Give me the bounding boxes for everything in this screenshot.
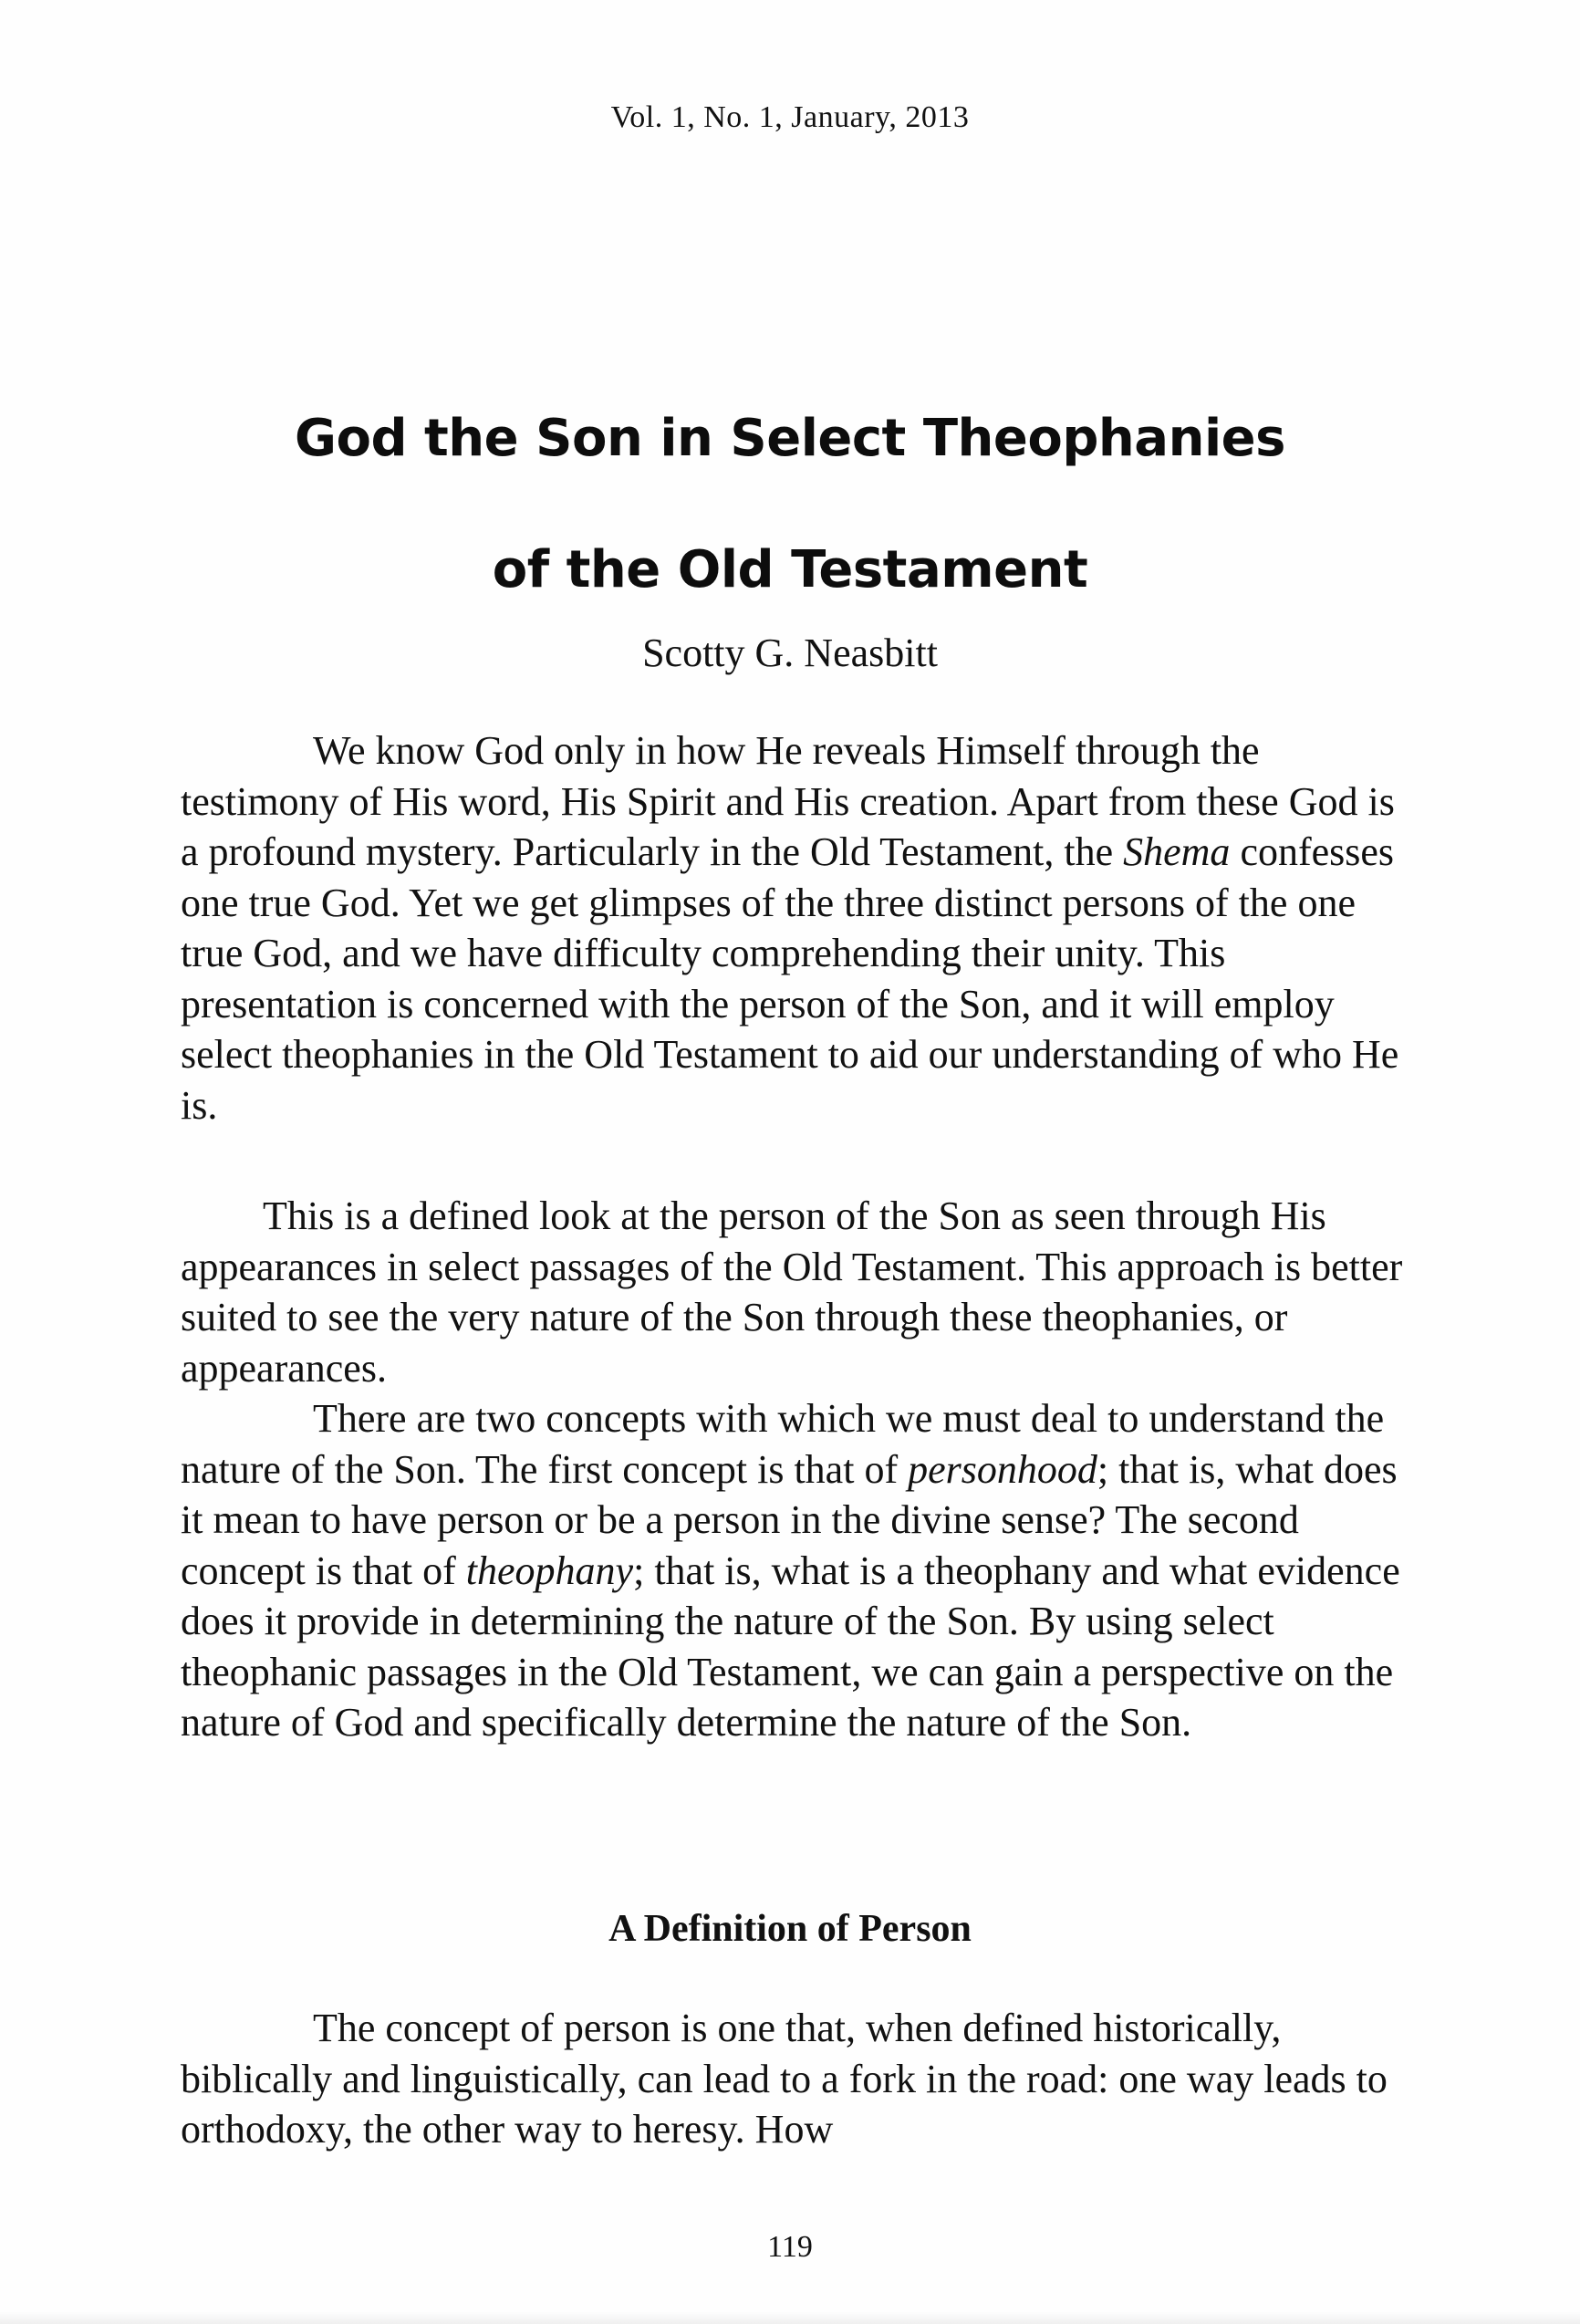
page-number: 119: [767, 2230, 813, 2264]
article-title-line-1: God the Son in Select Theophanies: [295, 409, 1285, 468]
section-heading: A Definition of Person: [608, 1908, 972, 1950]
paragraph-approach: This is a defined look at the person of the Son as seen through His appearances in select passages of the Old Testament. This approach is better suited to see the very nature of the Son through these theophanies, or appearances.: [181, 1193, 1403, 1391]
paragraph-concepts: [181, 1393, 1403, 1748]
term-theophany: theophany: [465, 1548, 634, 1593]
paragraph-concepts-text-c: ; that is, what is a theophany and what evidence does it provide in determining the nature of the Son. By using select theophanic passages in the Old Testament, we can gain a perspective on the nature of God and specifically determine the nature of the Son.: [181, 1548, 1400, 1745]
paragraph-intro-text-a: We know God only in how He reveals Himself through the testimony of His word, His Spirit and His creation. Apart from these God is a profound mystery. Particularly in the Old Testament, the: [181, 728, 1395, 874]
term-shema: Shema: [1123, 829, 1231, 874]
article-author: Scotty G. Neasbitt: [642, 631, 938, 675]
term-personhood: personhood: [908, 1446, 1097, 1492]
paragraph-concepts-text-b: ; that is, what does it mean to have person or be a person in the divine sense? The second concept is that of: [181, 1446, 1398, 1593]
paragraph-person-definition: The concept of person is one that, when defined historically, biblically and linguistically, can lead to a fork in the road: one way leads to orthodoxy, the other way to heresy. How: [181, 2006, 1388, 2152]
paragraph-concepts-text-a: There are two concepts with which we must deal to understand the nature of the Son. The first concept is that of: [181, 1396, 1385, 1492]
paragraph-intro: [181, 725, 1403, 1131]
paragraph-intro-text-b: confesses one true God. Yet we get glimpses of the three distinct persons of the one true God, and we have difficulty comprehending their unity. This presentation is concerned with the person of the Son, and it will employ select theophanies in the Old Testament to aid our understanding of who He is.: [181, 829, 1399, 1128]
article-title-line-2: of the Old Testament: [492, 540, 1088, 599]
scan-edge-shadow: [0, 2311, 1580, 2324]
running-header: Vol. 1, No. 1, January, 2013: [610, 100, 970, 134]
